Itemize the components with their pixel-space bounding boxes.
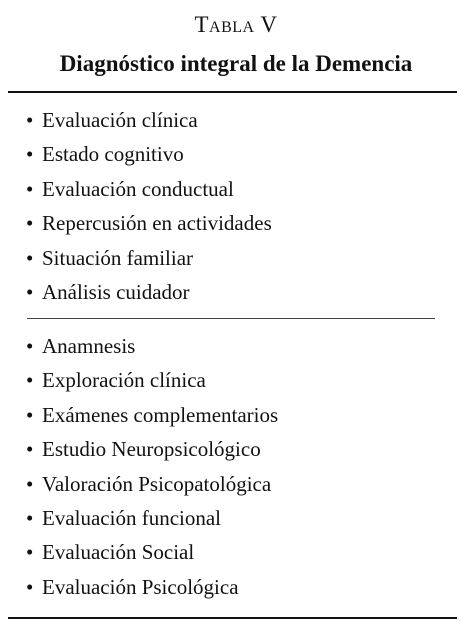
- list-item-text: Evaluación Psicológica: [42, 574, 239, 599]
- section-1-list: [26, 103, 272, 309]
- list-item: [26, 103, 272, 137]
- bullet-icon: •: [26, 471, 34, 496]
- list-item-text: Exámenes complementarios: [42, 402, 279, 427]
- bullet-icon: •: [26, 176, 34, 201]
- bullet-icon: •: [26, 142, 34, 167]
- list-item-text: Anamnesis: [42, 334, 136, 358]
- table-label: Tabla V: [194, 12, 278, 37]
- list-item: [26, 363, 278, 397]
- list-item: [26, 467, 278, 501]
- bullet-icon: •: [26, 368, 34, 393]
- bullet-icon: •: [26, 402, 34, 427]
- list-item: [26, 241, 272, 275]
- bullet-icon: •: [26, 211, 34, 236]
- list-item-text: Análisis cuidador: [42, 279, 190, 304]
- bullet-icon: •: [26, 245, 34, 270]
- list-item-text: Evaluación Social: [42, 540, 195, 565]
- list-item: [26, 398, 278, 432]
- list-item: [26, 535, 278, 569]
- bottom-rule: [8, 617, 457, 619]
- list-item-text: Estado cognitivo: [42, 142, 184, 167]
- list-item-text: Valoración Psicopatológica: [42, 471, 272, 496]
- bullet-icon: •: [26, 505, 34, 530]
- bullet-icon: •: [26, 574, 34, 599]
- bullet-icon: •: [26, 279, 34, 304]
- list-item: [26, 172, 272, 206]
- list-item: [26, 206, 272, 240]
- list-item-text: Exploración clínica: [42, 368, 206, 393]
- top-rule: [8, 91, 457, 93]
- list-item: [26, 329, 278, 363]
- bullet-icon: •: [26, 334, 34, 358]
- list-item: [26, 275, 272, 309]
- list-item: [26, 137, 272, 171]
- list-item-text: Repercusión en actividades: [42, 211, 272, 236]
- list-item-text: Evaluación funcional: [42, 505, 222, 530]
- bullet-icon: •: [26, 108, 34, 132]
- list-item: [26, 432, 278, 466]
- list-item-text: Evaluación clínica: [42, 108, 198, 132]
- section-divider: [27, 318, 435, 319]
- list-item-text: Estudio Neuropsicológico: [42, 437, 261, 462]
- list-item: [26, 501, 278, 535]
- list-item: [26, 570, 278, 604]
- table-title: Diagnóstico integral de la Demencia: [59, 51, 413, 76]
- bullet-icon: •: [26, 437, 34, 462]
- list-item-text: Evaluación conductual: [42, 176, 234, 201]
- bullet-icon: •: [26, 540, 34, 565]
- list-item-text: Situación familiar: [42, 245, 194, 270]
- section-2-list: [26, 329, 278, 604]
